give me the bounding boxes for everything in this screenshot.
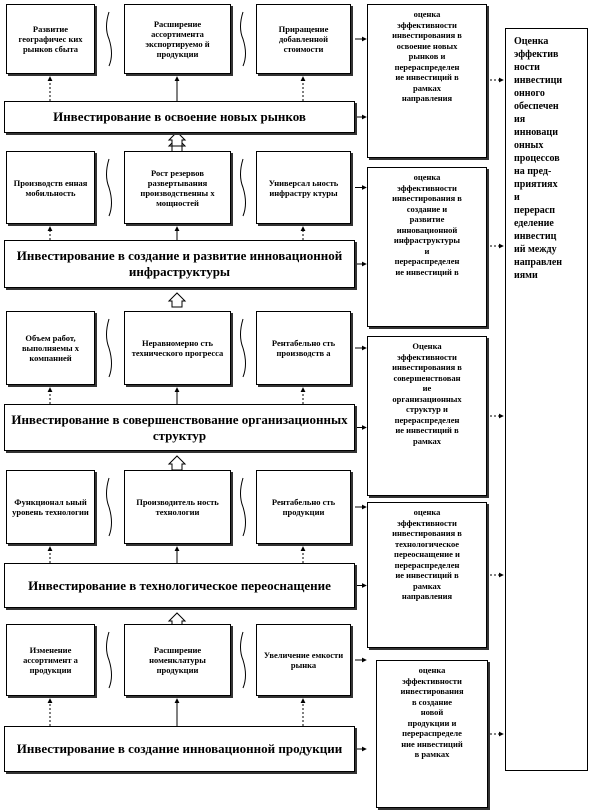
sub-box-export-assortment <box>124 4 231 74</box>
main-box-organizational-structures <box>4 404 355 451</box>
eval-box-technological-reequipment: оценка эффективности инвестирования в технологическое переоснащение и перераспределен ие инвестиций в рамках направления <box>367 502 487 648</box>
main-label: Инвестирование в создание инновационной продукции <box>16 741 343 756</box>
sub-label: Рост резервов развертывания производственны х мощностей <box>140 167 215 208</box>
main-label: Инвестирование в совершенствование организационных структур <box>11 411 348 443</box>
sub-box-capacity-reserves <box>124 151 231 224</box>
connector-brace <box>107 159 112 216</box>
eval-box-organizational-structures: Оценка эффективности инвестирования в совершенствован ие организационных структур и перераспределен ие инвестиций в рамках <box>367 336 487 496</box>
connector-brace <box>241 478 246 536</box>
sub-label: Расширение номенклатуры продукции <box>149 645 206 675</box>
main-label: Инвестирование в создание и развитие инновационной инфраструктуры <box>16 248 343 279</box>
sub-box-infrastructure-universality <box>256 151 351 224</box>
sub-label: Развитие географичес ких рынков сбыта <box>18 24 83 54</box>
sub-box-functional-level <box>6 470 95 544</box>
main-label: Инвестирование в технологическое переоснащение <box>28 577 331 593</box>
connector-brace <box>241 12 246 66</box>
sub-label: Производитель ность технологии <box>136 497 219 517</box>
sub-box-production-profitability <box>256 311 351 385</box>
sub-label: Рентабельно сть продукции <box>271 497 336 517</box>
flow-arrow-up <box>169 456 185 470</box>
sub-label: Функционал ьный уровень технологии <box>12 497 89 517</box>
connector-brace <box>107 12 112 66</box>
sub-box-work-volume <box>6 311 95 385</box>
sub-box-value-added <box>256 4 351 74</box>
sub-box-product-profitability <box>256 470 351 544</box>
sub-box-technology-productivity <box>124 470 231 544</box>
connector-brace <box>107 632 112 688</box>
connector-brace <box>241 319 246 377</box>
sub-label: Универсал ьность инфрастру ктуры <box>268 177 339 198</box>
connector-brace <box>241 159 246 216</box>
eval-box-new-markets: оценка эффективности инвестирования в освоение новых рынков и перераспределен ие инвестиций в рамках направления <box>367 4 487 158</box>
eval-box-innovative-products: оценка эффективности инвестирования в создание новой продукции и перераспределе ние инвестиций в рамках <box>376 660 488 808</box>
summary-box-overall-evaluation: Оценка эффектив ности инвестици онного обеспечен ия инноваци онных процессов на пред- приятиях и перерасп еделение инвестиц ий между направлен иями <box>505 28 588 771</box>
sub-box-geographic-markets <box>6 4 95 74</box>
main-box-innovative-products <box>4 726 355 772</box>
connector-brace <box>107 319 112 377</box>
sub-label: Неравномерно сть технического прогресса <box>131 338 224 358</box>
sub-label: Увеличение емкости рынка <box>263 650 344 670</box>
eval-box-innovation-infrastructure: оценка эффективности инвестирования в создание и развитие инновационной инфраструктуры и перераспределен ие инвестиций в <box>367 167 487 327</box>
sub-label: Производств енная мобильность <box>13 177 88 198</box>
sub-label: Расширение ассортимента экспортируемо й продукции <box>145 19 210 59</box>
sub-label: Объем работ, выполняемы х компанией <box>21 333 80 363</box>
sub-box-technical-progress <box>124 311 231 385</box>
sub-label: Изменение ассортимент а продукции <box>23 645 78 675</box>
connector-brace <box>241 632 246 688</box>
main-box-innovation-infrastructure <box>4 240 355 288</box>
sub-box-assortment-change <box>6 624 95 696</box>
sub-label: Рентабельно сть производств а <box>271 338 336 358</box>
sub-label: Приращение добавленной стоимости <box>278 24 329 54</box>
flow-arrow-up <box>169 293 185 307</box>
main-box-new-markets <box>4 101 355 133</box>
main-label: Инвестирование в освоение новых рынков <box>53 109 306 124</box>
main-box-technological-reequipment <box>4 563 355 608</box>
connector-brace <box>107 478 112 536</box>
sub-box-production-mobility <box>6 151 95 224</box>
sub-box-nomenclature-expansion <box>124 624 231 696</box>
sub-box-market-capacity <box>256 624 351 696</box>
